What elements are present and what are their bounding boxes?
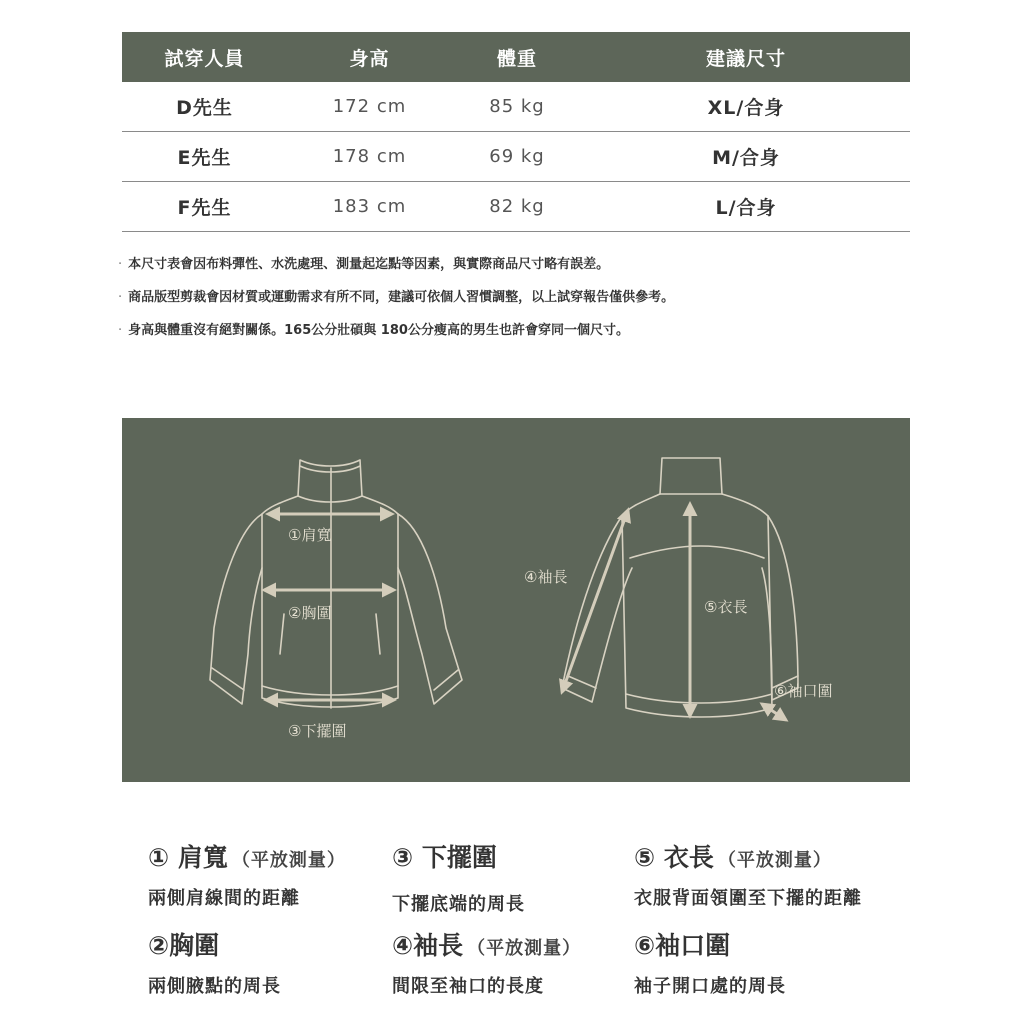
label-shoulder: ①肩寬 (288, 526, 332, 544)
cell-weight: 85 kg (489, 96, 545, 117)
legend-title: ③ 下擺圍 (392, 843, 497, 872)
back-jacket (562, 458, 798, 717)
note-item (118, 287, 898, 320)
cell-weight: 82 kg (489, 196, 545, 217)
table-header (122, 32, 910, 82)
header-weight: 體重 (496, 47, 537, 70)
table-row (122, 82, 910, 132)
legend-desc: 兩側腋點的周長 (148, 976, 281, 997)
cell-person: D先生 (176, 97, 233, 119)
bullet: · (118, 290, 123, 305)
measurement-diagram (122, 418, 910, 782)
bullet: · (118, 257, 123, 272)
legend-title: ⑥袖口圍 (634, 931, 731, 960)
legend-chest (148, 926, 281, 998)
cell-height: 172 cm (332, 96, 407, 117)
label-chest: ②胸圍 (288, 604, 332, 622)
legend-length (634, 838, 862, 910)
header-size: 建議尺寸 (705, 47, 786, 70)
table-row (122, 132, 910, 182)
note-item (118, 320, 898, 353)
legend-cuff (634, 926, 786, 998)
size-table (122, 32, 910, 232)
legend-note: （平放測量） (717, 850, 832, 871)
note-text: 商品版型剪裁會因材質或運動需求有所不同，建議可依個人習慣調整，以上試穿報告僅供參考。 (128, 290, 675, 305)
legend-title: ④袖長 (392, 931, 464, 960)
front-jacket (210, 460, 462, 708)
legend-title: ⑤ 衣長 (634, 843, 714, 872)
legend-desc: 間限至袖口的長度 (392, 976, 544, 997)
legend-desc: 下擺底端的周長 (392, 894, 525, 915)
note-text: 本尺寸表會因布料彈性、水洗處理、測量起迄點等因素，與實際商品尺寸略有誤差。 (128, 257, 610, 272)
jacket-illustration (122, 418, 910, 782)
label-hem: ③下擺圍 (288, 722, 347, 740)
cell-size: L/合身 (715, 197, 777, 219)
table-row (122, 182, 910, 232)
label-cuff: ⑥袖口圍 (774, 682, 833, 700)
label-length: ⑤衣長 (704, 598, 748, 616)
bullet: · (118, 323, 123, 338)
legend-shoulder (148, 838, 346, 910)
cell-size: XL/合身 (707, 97, 785, 119)
legend-desc: 兩側肩線間的距離 (148, 888, 300, 909)
legend-hem (392, 838, 525, 916)
legend-sleeve (392, 926, 581, 998)
size-notes (118, 254, 898, 353)
cell-weight: 69 kg (489, 146, 545, 167)
legend-title: ②胸圍 (148, 931, 220, 960)
legend-note: （平放測量） (467, 938, 582, 959)
header-person: 試穿人員 (164, 47, 245, 70)
cell-height: 183 cm (332, 196, 407, 217)
legend-desc: 袖子開口處的周長 (634, 976, 786, 997)
note-item (118, 254, 898, 287)
label-sleeve: ④袖長 (524, 568, 568, 586)
cell-person: F先生 (177, 197, 232, 219)
cell-height: 178 cm (332, 146, 407, 167)
legend-desc: 衣服背面領圍至下擺的距離 (634, 888, 862, 909)
legend-note: （平放測量） (231, 850, 346, 871)
cell-size: M/合身 (712, 147, 780, 169)
legend-title: ① 肩寬 (148, 843, 228, 872)
cell-person: E先生 (177, 147, 232, 169)
note-text: 身高與體重沒有絕對關係。165公分壯碩與 180公分瘦高的男生也許會穿同一個尺寸。 (128, 323, 629, 338)
header-height: 身高 (349, 47, 390, 70)
